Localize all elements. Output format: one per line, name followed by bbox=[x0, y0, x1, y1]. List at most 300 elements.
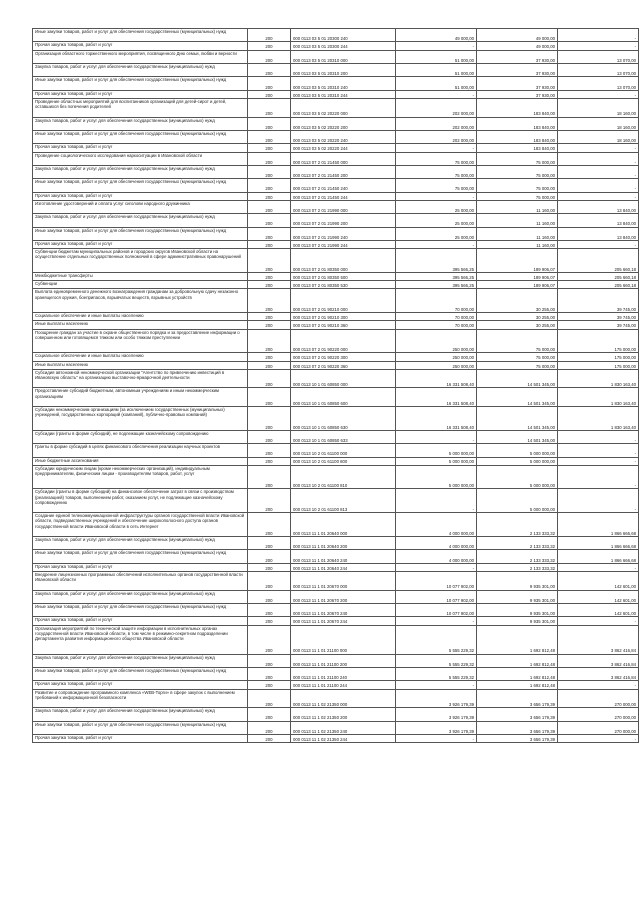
row-line-code: 200 bbox=[248, 444, 291, 457]
table-row bbox=[33, 625, 639, 654]
row-unexecuted: 3 862 416,84 bbox=[558, 625, 639, 654]
row-approved: 4 000 000,00 bbox=[396, 550, 477, 563]
table-row bbox=[33, 708, 639, 721]
row-budget-code: 000 0113 11 1 01 21100 200 bbox=[291, 654, 396, 667]
table-row bbox=[33, 241, 639, 249]
row-budget-code: 000 0113 07 2 01 90210 360 bbox=[291, 321, 396, 329]
row-budget-code: 000 0113 11 1 01 21100 240 bbox=[291, 668, 396, 681]
row-approved: 25 000,00 bbox=[396, 200, 477, 213]
row-approved: 3 926 179,39 bbox=[396, 689, 477, 708]
row-name: Проведение областных мероприятий для воспитанников организаций для детей-сирот и детей, оставшихся без попечения родителей bbox=[33, 98, 248, 117]
table-row bbox=[33, 249, 639, 273]
row-name: Иные закупки товаров, работ и услуг для обеспечения государственных (муниципальных) нужд bbox=[33, 227, 248, 240]
row-approved: 3 926 179,39 bbox=[396, 721, 477, 734]
row-line-code: 200 bbox=[248, 689, 291, 708]
row-unexecuted: 1 830 163,40 bbox=[558, 388, 639, 407]
row-name: Субсидии (гранты в форме субсидий) на финансовое обеспечение затрат в связи с производством (реализацией) товаров, выполнением работ, оказанием услуг, не подлежащие казначейскому сопровождению bbox=[33, 489, 248, 513]
row-unexecuted: 13 840,00 bbox=[558, 227, 639, 240]
row-line-code: 200 bbox=[248, 654, 291, 667]
row-budget-code: 000 0113 07 2 01 90220 300 bbox=[291, 353, 396, 361]
row-unexecuted: 13 070,00 bbox=[558, 50, 639, 63]
row-name: Прочая закупка товаров, работ и услуг bbox=[33, 681, 248, 689]
row-unexecuted: 13 070,00 bbox=[558, 77, 639, 90]
row-name: Субсидии некоммерческим организациям (за исключением государственных (муниципальных) учреждений, государственных корпораций (компаний), публично-правовых компаний) bbox=[33, 406, 248, 430]
row-executed: 11 160,00 bbox=[477, 200, 558, 213]
row-name: Субвенции бюджетам муниципальных районов и городских округов Ивановской области на осуществление отдельных государственных полномочий в сфере административных правонарушений bbox=[33, 249, 248, 273]
row-approved: - bbox=[396, 681, 477, 689]
row-name: Закупка товаров, работ и услуг для обеспечения государственных (муниципальных) нужд bbox=[33, 537, 248, 550]
row-budget-code: 000 0113 03 5 02 20220 200 bbox=[291, 117, 396, 130]
table-row bbox=[33, 406, 639, 430]
row-unexecuted: - bbox=[558, 489, 639, 513]
row-unexecuted: 1 866 666,68 bbox=[558, 537, 639, 550]
row-budget-code: 000 0113 11 1 01 20670 240 bbox=[291, 604, 396, 617]
row-unexecuted: - bbox=[558, 152, 639, 165]
row-budget-code: 000 0113 07 2 01 80350 500 bbox=[291, 273, 396, 281]
row-approved: 49 000,00 bbox=[396, 29, 477, 42]
row-name: Закупка товаров, работ и услуг для обеспечения государственных (муниципальных) нужд bbox=[33, 63, 248, 76]
row-budget-code: 000 0113 11 1 02 21350 200 bbox=[291, 708, 396, 721]
row-budget-code: 000 0113 11 1 01 20640 000 bbox=[291, 513, 396, 537]
row-unexecuted: 1 830 163,40 bbox=[558, 369, 639, 388]
row-budget-code: 000 0113 10 1 01 60850 630 bbox=[291, 406, 396, 430]
row-unexecuted: 1 830 163,40 bbox=[558, 406, 639, 430]
table-row bbox=[33, 42, 639, 50]
row-executed: 189 906,07 bbox=[477, 273, 558, 281]
row-line-code: 200 bbox=[248, 353, 291, 361]
row-executed: 14 501 345,00 bbox=[477, 369, 558, 388]
row-approved: 395 566,25 bbox=[396, 281, 477, 289]
row-line-code: 200 bbox=[248, 590, 291, 603]
row-line-code: 200 bbox=[248, 604, 291, 617]
table-row bbox=[33, 465, 639, 489]
row-line-code: 200 bbox=[248, 321, 291, 329]
row-name: Иные выплаты населению bbox=[33, 321, 248, 329]
row-unexecuted: 13 070,00 bbox=[558, 63, 639, 76]
row-budget-code: 000 0113 07 2 01 90220 000 bbox=[291, 329, 396, 353]
row-unexecuted: 175 000,00 bbox=[558, 361, 639, 369]
row-line-code: 200 bbox=[248, 550, 291, 563]
row-executed: 30 255,00 bbox=[477, 321, 558, 329]
row-approved: 3 926 179,39 bbox=[396, 708, 477, 721]
row-executed: 2 133 333,32 bbox=[477, 550, 558, 563]
table-row bbox=[33, 489, 639, 513]
row-unexecuted: - bbox=[558, 617, 639, 625]
row-line-code: 200 bbox=[248, 192, 291, 200]
row-budget-code: 000 0113 11 1 02 21350 240 bbox=[291, 721, 396, 734]
row-line-code: 200 bbox=[248, 721, 291, 734]
row-name: Выплата единовременного денежного вознаграждения гражданам за добровольную сдачу незаконно хранящегося оружия, боеприпасов, взрывчатых веществ, взрывных устройств bbox=[33, 289, 248, 313]
row-line-code: 200 bbox=[248, 537, 291, 550]
row-approved: 250 000,00 bbox=[396, 329, 477, 353]
table-row bbox=[33, 130, 639, 143]
row-name: Субсидии (гранты в форме субсидий), не подлежащие казначейскому сопровождению bbox=[33, 430, 248, 443]
row-approved: - bbox=[396, 430, 477, 443]
table-row bbox=[33, 329, 639, 353]
row-line-code: 200 bbox=[248, 227, 291, 240]
row-budget-code: 000 0113 07 2 01 80350 000 bbox=[291, 249, 396, 273]
row-name: Предоставление субсидий бюджетным, автономным учреждениям и иным некоммерческим организациям bbox=[33, 388, 248, 407]
table-row bbox=[33, 689, 639, 708]
row-unexecuted: 1 866 666,68 bbox=[558, 550, 639, 563]
row-name: Иные закупки товаров, работ и услуг для обеспечения государственных (муниципальных) нужд bbox=[33, 130, 248, 143]
row-line-code: 200 bbox=[248, 329, 291, 353]
table-row bbox=[33, 681, 639, 689]
budget-table bbox=[32, 28, 639, 743]
row-budget-code: 000 0113 11 1 02 21350 244 bbox=[291, 734, 396, 742]
table-row bbox=[33, 590, 639, 603]
row-budget-code: 000 0113 03 5 02 20220 240 bbox=[291, 130, 396, 143]
row-name: Межбюджетные трансферты bbox=[33, 273, 248, 281]
row-approved: - bbox=[396, 192, 477, 200]
row-line-code: 200 bbox=[248, 361, 291, 369]
row-name: Организация областного торжественного мероприятия, посвященного Дню семьи, любви и верности bbox=[33, 50, 248, 63]
row-approved: - bbox=[396, 144, 477, 152]
row-unexecuted: 18 160,00 bbox=[558, 98, 639, 117]
row-unexecuted: 142 601,00 bbox=[558, 604, 639, 617]
table-row bbox=[33, 313, 639, 321]
row-approved: 10 077 902,00 bbox=[396, 604, 477, 617]
budget-table-sheet bbox=[32, 28, 636, 743]
row-line-code: 200 bbox=[248, 200, 291, 213]
row-unexecuted: 13 840,00 bbox=[558, 214, 639, 227]
row-approved: 51 000,00 bbox=[396, 50, 477, 63]
row-name: Иные бюджетные ассигнования bbox=[33, 457, 248, 465]
row-executed: 3 656 179,39 bbox=[477, 734, 558, 742]
row-unexecuted: 270 000,00 bbox=[558, 689, 639, 708]
row-name: Развитие и сопровождение программного комплекса «WEB-Торги» в сфере закупок с выполнением требований к информационной безопасности bbox=[33, 689, 248, 708]
row-executed: 183 840,00 bbox=[477, 98, 558, 117]
row-name: Социальное обеспечение и иные выплаты населению bbox=[33, 353, 248, 361]
table-row bbox=[33, 361, 639, 369]
row-unexecuted: 270 000,00 bbox=[558, 708, 639, 721]
budget-table-body bbox=[33, 29, 639, 743]
row-executed: 183 840,00 bbox=[477, 144, 558, 152]
row-name: Прочая закупка товаров, работ и услуг bbox=[33, 241, 248, 249]
row-name: Внедрение лицензионных программных обеспечений исполнительных органов государственной власти Ивановской области bbox=[33, 572, 248, 591]
row-unexecuted: 142 601,00 bbox=[558, 572, 639, 591]
row-unexecuted: 3 862 416,84 bbox=[558, 654, 639, 667]
table-row bbox=[33, 617, 639, 625]
row-line-code: 200 bbox=[248, 281, 291, 289]
row-budget-code: 000 0113 03 5 01 20310 200 bbox=[291, 63, 396, 76]
row-unexecuted: - bbox=[558, 444, 639, 457]
row-budget-code: 000 0113 10 2 01 61100 813 bbox=[291, 489, 396, 513]
table-row bbox=[33, 353, 639, 361]
row-line-code: 200 bbox=[248, 457, 291, 465]
row-name: Прочая закупка товаров, работ и услуг bbox=[33, 563, 248, 571]
row-approved: 16 331 508,40 bbox=[396, 406, 477, 430]
row-line-code: 200 bbox=[248, 179, 291, 192]
table-row bbox=[33, 200, 639, 213]
row-budget-code: 000 0113 03 5 01 20310 000 bbox=[291, 50, 396, 63]
row-line-code: 200 bbox=[248, 98, 291, 117]
row-approved: 70 000,00 bbox=[396, 289, 477, 313]
row-name: Субсидия автономной некоммерческой организации "Агентство по привлечению инвестиций в Ивановскую область" на организацию выставочно-ярмарочной деятельности bbox=[33, 369, 248, 388]
row-budget-code: 000 0113 11 1 01 20640 244 bbox=[291, 563, 396, 571]
table-row bbox=[33, 721, 639, 734]
row-budget-code: 000 0113 11 1 01 20670 200 bbox=[291, 590, 396, 603]
row-unexecuted: - bbox=[558, 42, 639, 50]
row-executed: 5 000 000,00 bbox=[477, 444, 558, 457]
table-row bbox=[33, 214, 639, 227]
row-budget-code: 000 0113 10 1 01 60850 633 bbox=[291, 430, 396, 443]
row-line-code: 200 bbox=[248, 563, 291, 571]
row-unexecuted: 18 160,00 bbox=[558, 130, 639, 143]
row-name: Закупка товаров, работ и услуг для обеспечения государственных (муниципальных) нужд bbox=[33, 214, 248, 227]
row-executed: 75 000,00 bbox=[477, 165, 558, 178]
row-unexecuted: - bbox=[558, 430, 639, 443]
row-line-code: 200 bbox=[248, 117, 291, 130]
row-executed: 9 935 301,00 bbox=[477, 604, 558, 617]
table-row bbox=[33, 50, 639, 63]
row-approved: 5 555 229,32 bbox=[396, 654, 477, 667]
row-executed: 37 930,00 bbox=[477, 77, 558, 90]
table-row bbox=[33, 98, 639, 117]
table-row bbox=[33, 227, 639, 240]
row-approved: 202 000,00 bbox=[396, 117, 477, 130]
row-line-code: 200 bbox=[248, 668, 291, 681]
row-executed: 11 160,00 bbox=[477, 214, 558, 227]
row-executed: 11 160,00 bbox=[477, 241, 558, 249]
row-budget-code: 000 0113 11 1 01 21100 000 bbox=[291, 625, 396, 654]
row-executed: 30 255,00 bbox=[477, 313, 558, 321]
row-budget-code: 000 0113 03 5 01 20310 244 bbox=[291, 90, 396, 98]
row-line-code: 200 bbox=[248, 572, 291, 591]
table-row bbox=[33, 281, 639, 289]
row-name: Гранты в форме субсидий в целях финансового обеспечения реализации научных проектов bbox=[33, 444, 248, 457]
row-approved: 25 000,00 bbox=[396, 227, 477, 240]
row-budget-code: 000 0113 10 2 01 61100 810 bbox=[291, 465, 396, 489]
row-approved: 16 331 508,40 bbox=[396, 388, 477, 407]
row-approved: - bbox=[396, 489, 477, 513]
row-name: Субвенции bbox=[33, 281, 248, 289]
row-unexecuted: - bbox=[558, 563, 639, 571]
row-executed: 30 255,00 bbox=[477, 289, 558, 313]
row-approved: 70 000,00 bbox=[396, 313, 477, 321]
row-line-code: 200 bbox=[248, 50, 291, 63]
row-line-code: 200 bbox=[248, 430, 291, 443]
row-name: Социальное обеспечение и иные выплаты населению bbox=[33, 313, 248, 321]
row-name: Прочая закупка товаров, работ и услуг bbox=[33, 42, 248, 50]
row-executed: 2 133 333,32 bbox=[477, 563, 558, 571]
row-unexecuted: 205 660,18 bbox=[558, 249, 639, 273]
row-line-code: 200 bbox=[248, 144, 291, 152]
row-unexecuted: 39 745,00 bbox=[558, 289, 639, 313]
row-name: Иные закупки товаров, работ и услуг для обеспечения государственных (муниципальных) нужд bbox=[33, 668, 248, 681]
table-row bbox=[33, 572, 639, 591]
row-executed: 37 930,00 bbox=[477, 90, 558, 98]
row-name: Создание единой телекоммуникационной инфраструктуры органов государственной власти Ивановской области, подведомственных учреждений и обеспечение широкополосного доступа органов государственной власти Ивановской области в сеть Интернет bbox=[33, 513, 248, 537]
row-budget-code: 000 0113 07 2 01 21990 000 bbox=[291, 200, 396, 213]
row-line-code: 200 bbox=[248, 369, 291, 388]
table-row bbox=[33, 457, 639, 465]
row-executed: 9 935 301,00 bbox=[477, 572, 558, 591]
row-name: Прочая закупка товаров, работ и услуг bbox=[33, 144, 248, 152]
row-name: Иные закупки товаров, работ и услуг для обеспечения государственных (муниципальных) нужд bbox=[33, 29, 248, 42]
row-approved: - bbox=[396, 42, 477, 50]
table-row bbox=[33, 430, 639, 443]
row-executed: 3 656 179,39 bbox=[477, 689, 558, 708]
row-executed: 2 133 333,32 bbox=[477, 537, 558, 550]
row-line-code: 200 bbox=[248, 165, 291, 178]
row-executed: 2 133 333,32 bbox=[477, 513, 558, 537]
row-budget-code: 000 0113 11 1 01 20670 244 bbox=[291, 617, 396, 625]
row-approved: - bbox=[396, 617, 477, 625]
row-line-code: 200 bbox=[248, 77, 291, 90]
row-budget-code: 000 0113 03 5 02 20220 000 bbox=[291, 98, 396, 117]
table-row bbox=[33, 192, 639, 200]
row-executed: 49 000,00 bbox=[477, 29, 558, 42]
row-executed: 1 692 812,48 bbox=[477, 681, 558, 689]
row-executed: 1 692 812,48 bbox=[477, 625, 558, 654]
table-row bbox=[33, 90, 639, 98]
row-approved: 4 000 000,00 bbox=[396, 537, 477, 550]
table-row bbox=[33, 369, 639, 388]
row-approved: 75 000,00 bbox=[396, 179, 477, 192]
row-unexecuted: - bbox=[558, 165, 639, 178]
row-name: Иные закупки товаров, работ и услуг для обеспечения государственных (муниципальных) нужд bbox=[33, 550, 248, 563]
row-approved: 202 000,00 bbox=[396, 98, 477, 117]
row-budget-code: 000 0113 07 2 01 21990 244 bbox=[291, 241, 396, 249]
table-row bbox=[33, 668, 639, 681]
row-executed: 75 000,00 bbox=[477, 152, 558, 165]
table-row bbox=[33, 289, 639, 313]
row-executed: 5 000 000,00 bbox=[477, 465, 558, 489]
row-unexecuted: - bbox=[558, 179, 639, 192]
row-line-code: 200 bbox=[248, 489, 291, 513]
row-name: Изготовление удостоверений и оплата услуг сиголови народного дружинника bbox=[33, 200, 248, 213]
row-budget-code: 000 0113 03 5 01 20310 240 bbox=[291, 77, 396, 90]
row-line-code: 200 bbox=[248, 42, 291, 50]
row-line-code: 200 bbox=[248, 241, 291, 249]
row-line-code: 200 bbox=[248, 734, 291, 742]
row-budget-code: 000 0113 10 2 01 61100 000 bbox=[291, 444, 396, 457]
row-name: Организация мероприятий по технической защите информации в исполнительных органах государственной власти Ивановской области, в том числе в режимно-секретном подразделении Департамента развития информационного общества Ивановской области bbox=[33, 625, 248, 654]
row-line-code: 200 bbox=[248, 708, 291, 721]
row-name: Закупка товаров, работ и услуг для обеспечения государственных (муниципальных) нужд bbox=[33, 117, 248, 130]
row-executed: 75 000,00 bbox=[477, 329, 558, 353]
table-row bbox=[33, 63, 639, 76]
row-unexecuted: 205 660,18 bbox=[558, 273, 639, 281]
row-budget-code: 000 0113 07 2 01 90210 000 bbox=[291, 289, 396, 313]
row-name: Прочая закупка товаров, работ и услуг bbox=[33, 617, 248, 625]
row-budget-code: 000 0113 11 1 01 20670 000 bbox=[291, 572, 396, 591]
row-executed: 14 501 345,00 bbox=[477, 406, 558, 430]
row-unexecuted: - bbox=[558, 192, 639, 200]
row-approved: - bbox=[396, 241, 477, 249]
row-budget-code: 000 0113 07 2 01 21450 240 bbox=[291, 179, 396, 192]
row-executed: 37 930,00 bbox=[477, 63, 558, 76]
row-budget-code: 000 0113 07 2 01 90210 300 bbox=[291, 313, 396, 321]
row-unexecuted: 142 601,00 bbox=[558, 590, 639, 603]
row-executed: 183 840,00 bbox=[477, 117, 558, 130]
row-line-code: 200 bbox=[248, 289, 291, 313]
table-row bbox=[33, 444, 639, 457]
row-name: Прочая закупка товаров, работ и услуг bbox=[33, 734, 248, 742]
row-budget-code: 000 0113 11 1 01 20640 200 bbox=[291, 537, 396, 550]
row-line-code: 200 bbox=[248, 214, 291, 227]
row-name: Иные закупки товаров, работ и услуг для обеспечения государственных (муниципальных) нужд bbox=[33, 77, 248, 90]
row-approved: 75 000,00 bbox=[396, 152, 477, 165]
table-row bbox=[33, 513, 639, 537]
table-row bbox=[33, 604, 639, 617]
row-executed: 189 906,07 bbox=[477, 249, 558, 273]
row-approved: 250 000,00 bbox=[396, 353, 477, 361]
row-approved: 25 000,00 bbox=[396, 214, 477, 227]
table-row bbox=[33, 179, 639, 192]
row-line-code: 200 bbox=[248, 388, 291, 407]
row-approved: 75 000,00 bbox=[396, 165, 477, 178]
row-approved: 202 000,00 bbox=[396, 130, 477, 143]
row-executed: 5 000 000,00 bbox=[477, 457, 558, 465]
row-budget-code: 000 0113 10 2 01 61100 800 bbox=[291, 457, 396, 465]
row-budget-code: 000 0113 07 2 01 21450 244 bbox=[291, 192, 396, 200]
row-approved: 10 077 902,00 bbox=[396, 572, 477, 591]
row-unexecuted: 175 000,00 bbox=[558, 329, 639, 353]
row-name: Закупка товаров, работ и услуг для обеспечения государственных (муниципальных) нужд bbox=[33, 165, 248, 178]
row-approved: 16 331 508,40 bbox=[396, 369, 477, 388]
row-unexecuted: 175 000,00 bbox=[558, 353, 639, 361]
row-budget-code: 000 0113 11 1 01 20640 240 bbox=[291, 550, 396, 563]
row-executed: 189 906,07 bbox=[477, 281, 558, 289]
row-name: Иные закупки товаров, работ и услуг для обеспечения государственных (муниципальных) нужд bbox=[33, 721, 248, 734]
row-approved: 10 077 902,00 bbox=[396, 590, 477, 603]
row-executed: 1 692 812,48 bbox=[477, 668, 558, 681]
row-budget-code: 000 0113 07 2 01 90220 360 bbox=[291, 361, 396, 369]
row-unexecuted: 205 660,18 bbox=[558, 281, 639, 289]
row-name: Закупка товаров, работ и услуг для обеспечения государственных (муниципальных) нужд bbox=[33, 590, 248, 603]
row-name: Иные закупки товаров, работ и услуг для обеспечения государственных (муниципальных) нужд bbox=[33, 604, 248, 617]
table-row bbox=[33, 321, 639, 329]
row-name: Проведение социологического исследования наркоситуации в Ивановской области bbox=[33, 152, 248, 165]
row-executed: 75 000,00 bbox=[477, 179, 558, 192]
row-executed: 3 656 179,39 bbox=[477, 721, 558, 734]
row-line-code: 200 bbox=[248, 513, 291, 537]
row-unexecuted: 1 866 666,68 bbox=[558, 513, 639, 537]
row-unexecuted: - bbox=[558, 465, 639, 489]
row-approved: 395 566,25 bbox=[396, 273, 477, 281]
row-unexecuted: - bbox=[558, 681, 639, 689]
row-budget-code: 000 0113 03 5 01 20300 240 bbox=[291, 29, 396, 42]
row-budget-code: 000 0113 10 1 01 60850 000 bbox=[291, 369, 396, 388]
row-line-code: 200 bbox=[248, 273, 291, 281]
row-executed: 183 840,00 bbox=[477, 130, 558, 143]
row-executed: 14 501 345,00 bbox=[477, 430, 558, 443]
row-name: Поощрение граждан за участие в охране общественного порядка и за предоставление информации о совершенном или готовящемся тяжком или особо тяжком преступлении bbox=[33, 329, 248, 353]
row-approved: 5 555 229,32 bbox=[396, 625, 477, 654]
row-name: Закупка товаров, работ и услуг для обеспечения государственных (муниципальных) нужд bbox=[33, 654, 248, 667]
row-line-code: 200 bbox=[248, 29, 291, 42]
row-approved: 5 555 229,32 bbox=[396, 668, 477, 681]
table-row bbox=[33, 117, 639, 130]
row-line-code: 200 bbox=[248, 681, 291, 689]
row-line-code: 200 bbox=[248, 130, 291, 143]
table-row bbox=[33, 144, 639, 152]
table-row bbox=[33, 537, 639, 550]
row-name: Прочая закупка товаров, работ и услуг bbox=[33, 192, 248, 200]
row-unexecuted: - bbox=[558, 144, 639, 152]
row-name: Иные закупки товаров, работ и услуг для обеспечения государственных (муниципальных) нужд bbox=[33, 179, 248, 192]
row-unexecuted: 39 745,00 bbox=[558, 321, 639, 329]
row-executed: 9 935 301,00 bbox=[477, 590, 558, 603]
row-name: Иные выплаты населению bbox=[33, 361, 248, 369]
row-unexecuted: 3 862 416,84 bbox=[558, 668, 639, 681]
row-executed: 11 160,00 bbox=[477, 227, 558, 240]
row-approved: 70 000,00 bbox=[396, 321, 477, 329]
row-name: Закупка товаров, работ и услуг для обеспечения государственных (муниципальных) нужд bbox=[33, 708, 248, 721]
row-budget-code: 000 0113 07 2 01 80350 530 bbox=[291, 281, 396, 289]
